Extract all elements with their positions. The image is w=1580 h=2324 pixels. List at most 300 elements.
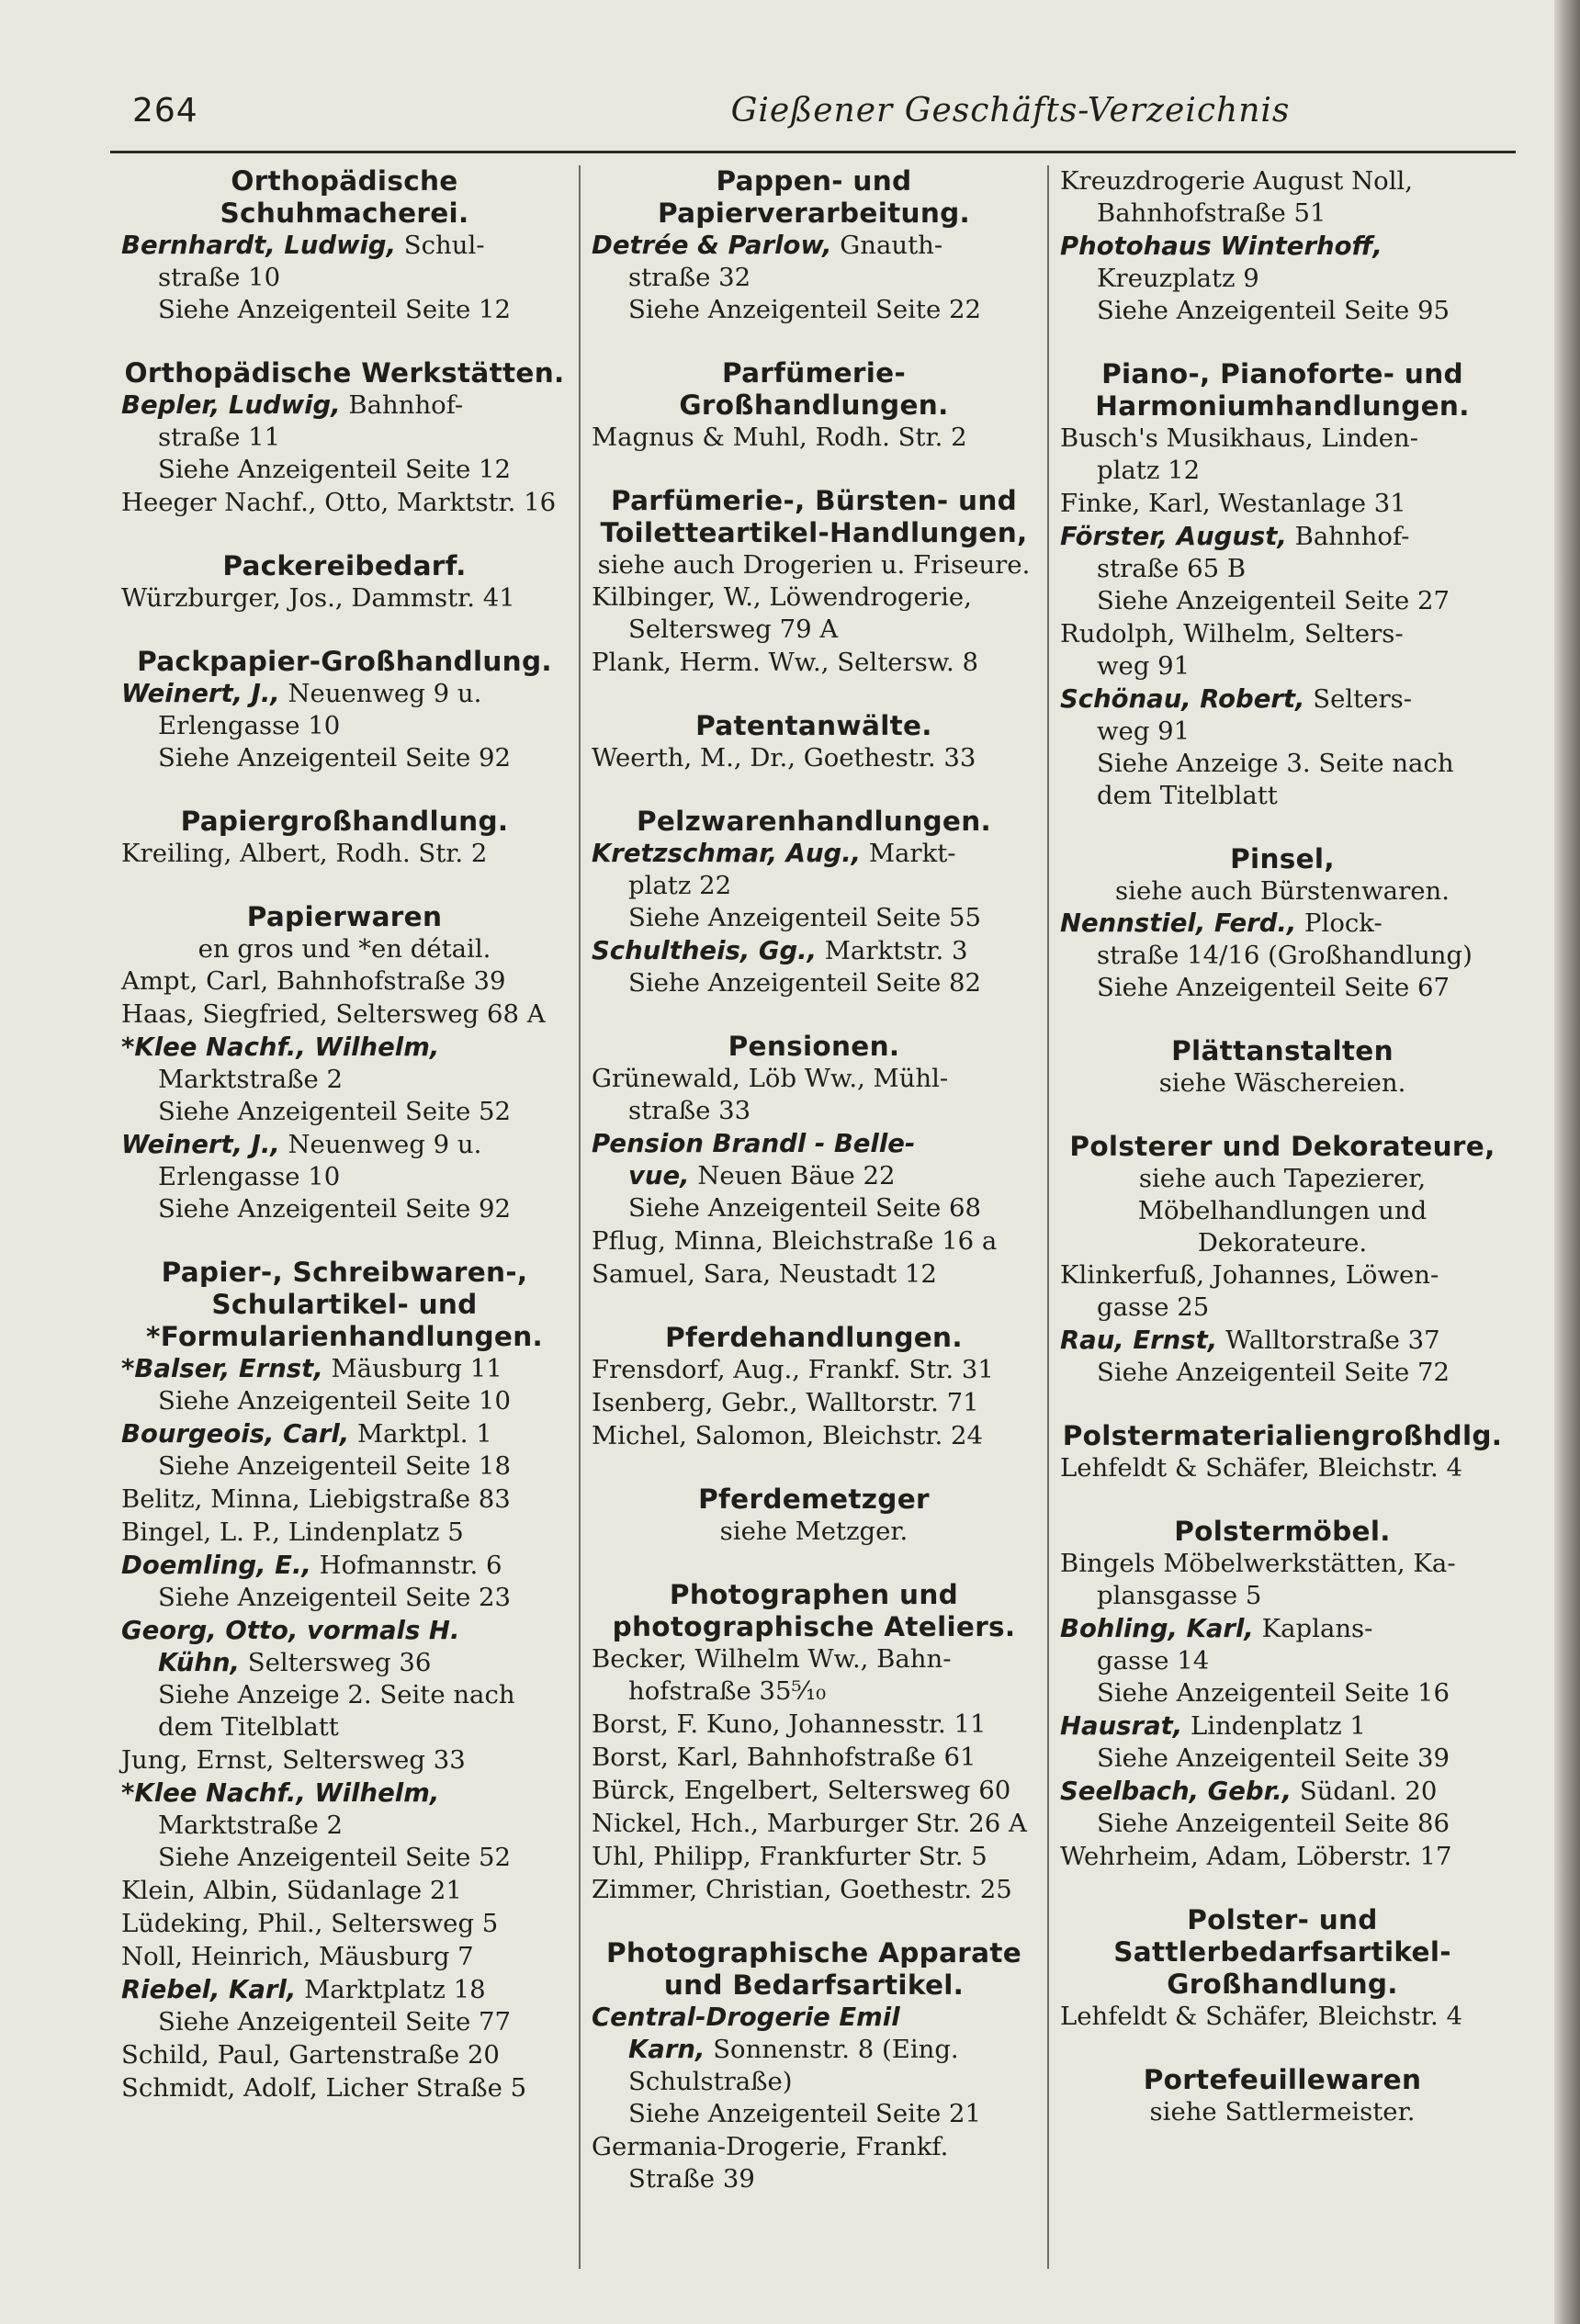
entry-line <box>1060 197 1505 230</box>
entry-text: Würzburger, Jos., Dammstr. 41 <box>121 583 515 613</box>
entry-text: Neuen Bäue 22 <box>689 1161 896 1190</box>
section-heading: Orthopädische Schuhmacherei. <box>220 165 469 229</box>
entry-line <box>121 1450 568 1483</box>
entry-line <box>592 2002 1036 2034</box>
directory-section <box>1060 843 1505 1004</box>
entry-text: weg 91 <box>1097 716 1191 746</box>
entry-text: Marktstraße 2 <box>158 1065 343 1094</box>
directory-section <box>592 1322 1036 1452</box>
entry-text: Magnus & Muhl, Rodh. Str. 2 <box>592 423 967 452</box>
entry-line <box>592 1675 1036 1708</box>
entry-line <box>1060 1776 1505 1808</box>
directory-entry <box>121 1418 568 1483</box>
entry-line <box>1060 295 1505 327</box>
entry-text: Siehe Anzeige 2. Seite nach <box>158 1680 515 1709</box>
business-name: Photohaus Winterhoff, <box>1060 231 1382 261</box>
section-heading: Pferdemetzger <box>698 1484 930 1515</box>
directory-entry <box>592 1128 1036 1224</box>
entry-text: Markt- <box>861 839 956 868</box>
business-name: Karn, <box>628 2035 705 2064</box>
entry-text: gasse 25 <box>1097 1292 1210 1322</box>
entry-text: hofstraße 35⁵⁄₁₀ <box>628 1676 827 1706</box>
entry-text: Walltorstraße 37 <box>1217 1326 1440 1355</box>
section-note: siehe auch Tapezierer, Möbelhandlungen und Dekorateure. <box>1137 1164 1428 1258</box>
entry-text: Lehfeldt & Schäfer, Bleichstr. 4 <box>1060 2002 1462 2031</box>
section-heading: Plättanstalten <box>1171 1035 1394 1066</box>
entry-line <box>1060 1452 1505 1484</box>
entry-text: Mäusburg 11 <box>322 1354 502 1383</box>
entry-line <box>592 1063 1036 1095</box>
entry-line <box>1060 585 1505 617</box>
business-name: Schultheis, Gg., <box>592 936 818 965</box>
entry-text: Michel, Salomon, Bleichstr. 24 <box>592 1421 983 1450</box>
entry-text: Schulstraße) <box>628 2067 793 2096</box>
directory-entry <box>121 2072 568 2104</box>
entry-text: Erlengasse 10 <box>158 711 341 740</box>
entry-line <box>592 647 1036 679</box>
section-heading: Packpapier-Großhandlung. <box>137 646 552 677</box>
business-name: vue, <box>628 1161 690 1190</box>
directory-entry <box>1060 1841 1505 1873</box>
entry-text: Siehe Anzeigenteil Seite 12 <box>158 295 511 324</box>
section-heading: Polster- und Sattlerbedarfsartikel-Großhandlung. <box>1113 1904 1451 2000</box>
directory-entry <box>121 1550 568 1614</box>
entry-line <box>592 2131 1036 2163</box>
entry-line <box>592 1420 1036 1452</box>
entry-line <box>592 1258 1036 1291</box>
directory-section <box>1060 1516 1505 1873</box>
section-heading: Pferdehandlungen. <box>665 1322 963 1353</box>
directory-entry <box>592 1874 1036 1906</box>
entry-line <box>1060 423 1505 455</box>
directory-entry <box>121 1875 568 1907</box>
directory-entry <box>121 1615 568 1743</box>
entry-text: Siehe Anzeigenteil Seite 67 <box>1097 973 1450 1002</box>
page-header <box>110 88 1516 153</box>
entry-line <box>1060 455 1505 487</box>
business-name: Weinert, J., <box>121 679 280 708</box>
section-heading: Portefeuillewaren <box>1143 2064 1422 2095</box>
entry-line <box>121 1810 568 1842</box>
section-heading: Piano-, Pianoforte- und Harmoniumhandlungen. <box>1095 358 1470 422</box>
directory-entry <box>592 1643 1036 1708</box>
entry-line <box>121 1550 568 1582</box>
entry-text: Grünewald, Löb Ww., Mühl- <box>592 1064 949 1093</box>
business-name: Bernhardt, Ludwig, <box>121 231 397 260</box>
entry-text: Siehe Anzeigenteil Seite 77 <box>158 2007 511 2036</box>
directory-entry <box>592 647 1036 679</box>
entry-text: Marktstr. 3 <box>817 936 968 965</box>
directory-section <box>592 485 1036 679</box>
entry-text: Sonnenstr. 8 (Eing. <box>705 2035 959 2064</box>
business-name: Kühn, <box>158 1648 240 1677</box>
directory-entry <box>592 1808 1036 1840</box>
directory-section <box>1060 165 1505 327</box>
entry-text: Siehe Anzeigenteil Seite 10 <box>158 1386 511 1416</box>
entry-line <box>1060 1325 1505 1357</box>
directory-entry <box>592 1387 1036 1419</box>
directory-entry <box>1060 231 1505 327</box>
entry-text: Nickel, Hch., Marburger Str. 26 A <box>592 1809 1027 1838</box>
entry-line <box>121 1096 568 1128</box>
entry-text: Siehe Anzeigenteil Seite 22 <box>628 295 981 324</box>
section-heading: Photographen und photographische Ateliers. <box>612 1579 1016 1642</box>
entry-line <box>121 742 568 774</box>
section-heading: Parfümerie-, Bürsten- und Toiletteartikel-Handlungen, <box>600 485 1028 548</box>
entry-line <box>592 1742 1036 1774</box>
entry-line <box>1060 1357 1505 1389</box>
directory-entry <box>1060 1776 1505 1840</box>
entry-line <box>121 2006 568 2038</box>
entry-text: Kaplans- <box>1253 1614 1373 1643</box>
directory-entry <box>121 2039 568 2071</box>
entry-text: Schul- <box>396 231 485 260</box>
entry-line <box>1060 165 1505 197</box>
entry-line <box>1060 488 1505 520</box>
directory-entry <box>121 1744 568 1777</box>
directory-section <box>121 1257 568 2104</box>
business-name: Nennstiel, Ferd., <box>1060 908 1297 938</box>
entry-text: Siehe Anzeigenteil Seite 82 <box>628 968 981 998</box>
business-name: Schönau, Robert, <box>1060 684 1305 714</box>
entry-line <box>592 2098 1036 2130</box>
business-name: *Klee Nachf., Wilhelm, <box>121 1032 440 1062</box>
entry-text: straße 65 B <box>1097 554 1247 583</box>
entry-text: Marktstraße 2 <box>158 1811 343 1840</box>
entry-text: Heeger Nachf., Otto, Marktstr. 16 <box>121 488 557 517</box>
entry-line <box>121 1032 568 1064</box>
entry-line <box>1060 618 1505 650</box>
section-heading: Pensionen. <box>728 1031 900 1062</box>
entry-text: Südanl. 20 <box>1292 1777 1438 1806</box>
entry-text: Siehe Anzeige 3. Seite nach <box>1097 749 1454 778</box>
entry-line <box>592 614 1036 646</box>
entry-text: Wehrheim, Adam, Löberstr. 17 <box>1060 1842 1452 1871</box>
entry-text: straße 32 <box>628 263 751 292</box>
entry-text: Samuel, Sara, Neustadt 12 <box>592 1259 937 1289</box>
entry-line <box>121 422 568 454</box>
directory-entry <box>121 1777 568 1874</box>
entry-text: Borst, F. Kuno, Johannesstr. 11 <box>592 1709 987 1739</box>
entry-text: Belitz, Minna, Liebigstraße 83 <box>121 1484 511 1514</box>
page-number: 264 <box>132 92 198 130</box>
directory-entry <box>1060 423 1505 487</box>
directory-entry <box>1060 618 1505 683</box>
directory-entry <box>121 487 568 519</box>
directory-entry <box>121 1908 568 1940</box>
entry-line <box>592 1841 1036 1873</box>
entry-text: plansgasse 5 <box>1097 1581 1262 1610</box>
directory-columns <box>110 165 1516 2269</box>
section-heading: Papier-, Schreibwaren-, Schulartikel- und *Formularienhandlungen. <box>146 1257 543 1352</box>
entry-text: Lehfeldt & Schäfer, Bleichstr. 4 <box>1060 1453 1462 1483</box>
entry-text: Bahnhof- <box>340 390 464 420</box>
directory-entry <box>592 1742 1036 1774</box>
directory-section <box>1060 1131 1505 1389</box>
directory-entry <box>121 1032 568 1128</box>
entry-text: Seltersweg 79 A <box>628 615 839 644</box>
directory-section <box>1060 2064 1505 2128</box>
entry-text: Uhl, Philipp, Frankfurter Str. 5 <box>592 1842 988 1871</box>
entry-line <box>121 1974 568 2006</box>
entry-line <box>592 870 1036 902</box>
entry-line <box>592 581 1036 614</box>
entry-line <box>121 1353 568 1385</box>
entry-line <box>592 1128 1036 1160</box>
entry-text: Selters- <box>1304 684 1413 714</box>
entry-text: Klein, Albin, Südanlage 21 <box>121 1876 462 1905</box>
entry-line <box>121 1129 568 1161</box>
directory-entry <box>121 1941 568 1973</box>
entry-line <box>1060 683 1505 716</box>
entry-line <box>592 1095 1036 1127</box>
entry-text: Germania-Drogerie, Frankf. <box>592 2132 949 2161</box>
entry-line <box>592 422 1036 454</box>
section-heading: Polstermöbel. <box>1174 1516 1391 1547</box>
entry-line <box>121 262 568 294</box>
directory-entry <box>121 678 568 774</box>
business-name: Bepler, Ludwig, <box>121 390 341 420</box>
entry-text: Siehe Anzeigenteil Seite 18 <box>158 1451 511 1481</box>
section-note: siehe Sattlermeister. <box>1149 2097 1416 2127</box>
business-name: Hausrat, <box>1060 1711 1183 1741</box>
directory-section <box>1060 1420 1505 1484</box>
section-heading: Pinsel, <box>1230 843 1335 874</box>
entry-line <box>592 2163 1036 2195</box>
section-heading: Papiergroßhandlung. <box>180 806 509 837</box>
directory-column <box>1047 165 1516 2269</box>
directory-entry <box>592 1225 1036 1258</box>
directory-section <box>592 165 1036 326</box>
entry-line <box>121 1161 568 1193</box>
entry-line <box>592 1192 1036 1224</box>
entry-text: Siehe Anzeigenteil Seite 52 <box>158 1097 511 1126</box>
business-name: Seelbach, Gebr., <box>1060 1777 1292 1806</box>
entry-text: Zimmer, Christian, Goethestr. 25 <box>592 1875 1012 1904</box>
entry-text: platz 12 <box>1097 456 1201 485</box>
entry-text: platz 22 <box>628 871 732 900</box>
directory-entry <box>1060 1325 1505 1389</box>
entry-line <box>121 1615 568 1647</box>
entry-line <box>592 935 1036 967</box>
directory-entry <box>592 1841 1036 1873</box>
directory-entry <box>121 1484 568 1516</box>
entry-line <box>1060 1841 1505 1873</box>
entry-text: Siehe Anzeigenteil Seite 23 <box>158 1583 511 1612</box>
directory-section <box>121 357 568 519</box>
business-name: Rau, Ernst, <box>1060 1326 1218 1355</box>
directory-entry <box>592 838 1036 934</box>
entry-text: weg 91 <box>1097 651 1191 681</box>
entry-line <box>1060 231 1505 263</box>
business-name: Detrée & Parlow, <box>592 231 832 260</box>
directory-entry <box>592 742 1036 774</box>
entry-line <box>1060 553 1505 585</box>
entry-line <box>1060 940 1505 972</box>
entry-text: Seltersweg 36 <box>240 1648 432 1677</box>
business-name: Pension Brandl - Belle- <box>592 1129 916 1158</box>
entry-text: Siehe Anzeigenteil Seite 86 <box>1097 1809 1450 1838</box>
entry-text: Siehe Anzeigenteil Seite 72 <box>1097 1358 1450 1387</box>
directory-section <box>121 806 568 870</box>
directory-section <box>1060 1035 1505 1100</box>
entry-line <box>121 389 568 422</box>
entry-text: Rudolph, Wilhelm, Selters- <box>1060 619 1404 649</box>
section-heading: Packereibedarf. <box>222 550 467 581</box>
entry-line <box>121 1193 568 1225</box>
entry-line <box>592 838 1036 870</box>
entry-line <box>121 1582 568 1614</box>
section-heading: Orthopädische Werkstätten. <box>124 357 565 389</box>
directory-entry <box>592 935 1036 999</box>
entry-text: Pflug, Minna, Bleichstraße 16 a <box>592 1226 998 1256</box>
entry-text: Klinkerfuß, Johannes, Löwen- <box>1060 1260 1439 1290</box>
entry-text: Siehe Anzeigenteil Seite 92 <box>158 743 511 773</box>
entry-line <box>1060 2001 1505 2033</box>
entry-text: Siehe Anzeigenteil Seite 16 <box>1097 1678 1450 1708</box>
entry-text: Siehe Anzeigenteil Seite 12 <box>158 455 511 484</box>
entry-text: Marktpl. 1 <box>349 1419 492 1449</box>
entry-text: Kreuzdrogerie August Noll, <box>1060 166 1414 196</box>
directory-entry <box>121 1353 568 1417</box>
directory-entry <box>1060 908 1505 1004</box>
directory-entry <box>1060 1613 1505 1709</box>
entry-line <box>121 1908 568 1940</box>
directory-entry <box>121 965 568 998</box>
directory-entry <box>1060 683 1505 812</box>
entry-line <box>592 1225 1036 1258</box>
business-name: Weinert, J., <box>121 1130 280 1159</box>
entry-line <box>1060 1292 1505 1324</box>
entry-text: Weerth, M., Dr., Goethestr. 33 <box>592 743 976 773</box>
entry-text: Lüdeking, Phil., Seltersweg 5 <box>121 1909 499 1938</box>
entry-line <box>592 1160 1036 1192</box>
entry-line <box>121 294 568 326</box>
entry-text: Busch's Musikhaus, Linden- <box>1060 423 1419 453</box>
entry-line <box>121 1064 568 1096</box>
entry-line <box>592 902 1036 934</box>
entry-line <box>121 230 568 262</box>
entry-line <box>121 1517 568 1549</box>
section-heading: Pelzwarenhandlungen. <box>636 806 992 837</box>
directory-section <box>121 165 568 326</box>
entry-line <box>592 742 1036 774</box>
entry-line <box>1060 1548 1505 1580</box>
entry-line <box>1060 780 1505 812</box>
entry-text: Siehe Anzeigenteil Seite 39 <box>1097 1743 1450 1773</box>
directory-section <box>1060 358 1505 812</box>
section-heading: Polsterer und Dekorateure, <box>1069 1131 1495 1162</box>
section-heading: Pappen- und Papierverarbeitung. <box>657 165 971 229</box>
entry-text: Kilbinger, W., Löwendrogerie, <box>592 582 972 612</box>
business-name: Bourgeois, Carl, <box>121 1419 350 1449</box>
entry-line <box>121 710 568 742</box>
entry-line <box>121 1744 568 1777</box>
entry-text: Gnauth- <box>831 231 943 260</box>
entry-line <box>1060 908 1505 940</box>
entry-text: dem Titelblatt <box>1097 781 1278 810</box>
directory-column <box>579 165 1047 2269</box>
entry-text: Plank, Herm. Ww., Seltersw. 8 <box>592 648 979 677</box>
directory-section <box>121 550 568 615</box>
directory-entry <box>592 1063 1036 1127</box>
business-name: *Klee Nachf., Wilhelm, <box>121 1778 440 1808</box>
entry-text: Frensdorf, Aug., Frankf. Str. 31 <box>592 1355 994 1384</box>
entry-line <box>592 294 1036 326</box>
business-name: Riebel, Karl, <box>121 1975 297 2004</box>
page-edge <box>1554 0 1580 2324</box>
entry-text: Borst, Karl, Bahnhofstraße 61 <box>592 1743 976 1772</box>
entry-line <box>121 2039 568 2071</box>
business-name: Förster, August, <box>1060 522 1287 551</box>
entry-text: Finke, Karl, Westanlage 31 <box>1060 489 1406 518</box>
entry-line <box>1060 1743 1505 1775</box>
entry-line <box>121 1679 568 1711</box>
entry-text: Siehe Anzeigenteil Seite 92 <box>158 1194 511 1224</box>
entry-text: Bürck, Engelbert, Seltersweg 60 <box>592 1776 1011 1805</box>
directory-section <box>592 1579 1036 1906</box>
entry-text: Kreuzplatz 9 <box>1097 264 1259 293</box>
entry-line <box>121 1875 568 1907</box>
entry-text: dem Titelblatt <box>158 1712 339 1742</box>
directory-section <box>592 1031 1036 1291</box>
entry-text: Bahnhofstraße 51 <box>1097 198 1326 228</box>
entry-text: Siehe Anzeigenteil Seite 27 <box>1097 586 1450 615</box>
entry-text: Siehe Anzeigenteil Seite 21 <box>628 2099 981 2128</box>
directory-entry <box>121 1517 568 1549</box>
entry-line <box>121 1484 568 1516</box>
entry-line <box>592 1709 1036 1741</box>
business-name: Bohling, Karl, <box>1060 1614 1254 1643</box>
directory-entry <box>592 581 1036 646</box>
directory-entry <box>1060 521 1505 617</box>
entry-text: Siehe Anzeigenteil Seite 55 <box>628 903 981 932</box>
entry-line <box>592 1808 1036 1840</box>
entry-line <box>121 1385 568 1417</box>
entry-text: Erlengasse 10 <box>158 1162 341 1191</box>
entry-text: straße 33 <box>628 1096 751 1125</box>
entry-line <box>1060 1808 1505 1840</box>
entry-line <box>121 1647 568 1679</box>
entry-text: Isenberg, Gebr., Walltorstr. 71 <box>592 1388 979 1417</box>
section-heading: Polstermaterialiengroßhdlg. <box>1062 1420 1503 1451</box>
entry-text: Bingel, L. P., Lindenplatz 5 <box>121 1517 464 1547</box>
entry-line <box>121 678 568 710</box>
entry-text: Ampt, Carl, Bahnhofstraße 39 <box>121 966 506 996</box>
directory-entry <box>592 1775 1036 1807</box>
business-name: Doemling, E., <box>121 1551 311 1580</box>
directory-entry <box>121 582 568 615</box>
section-note: siehe auch Bürstenwaren. <box>1115 876 1450 906</box>
entry-text: Lindenplatz 1 <box>1182 1711 1366 1741</box>
directory-entry <box>592 1709 1036 1741</box>
entry-line <box>1060 748 1505 780</box>
entry-text: Schild, Paul, Gartenstraße 20 <box>121 2040 500 2070</box>
entry-text: Kreiling, Albert, Rodh. Str. 2 <box>121 839 488 868</box>
entry-text: Neuenweg 9 u. <box>279 1130 482 1159</box>
entry-line <box>592 1387 1036 1419</box>
section-heading: Patentanwälte. <box>695 710 932 741</box>
section-note: siehe Metzger. <box>719 1517 908 1546</box>
entry-text: Siehe Anzeigenteil Seite 68 <box>628 1193 981 1223</box>
entry-line <box>121 998 568 1031</box>
entry-line <box>1060 1580 1505 1612</box>
entry-text: Haas, Siegfried, Seltersweg 68 A <box>121 999 546 1029</box>
directory-entry <box>1060 1452 1505 1484</box>
directory-entry <box>1060 488 1505 520</box>
entry-line <box>1060 1259 1505 1292</box>
entry-line <box>1060 716 1505 748</box>
